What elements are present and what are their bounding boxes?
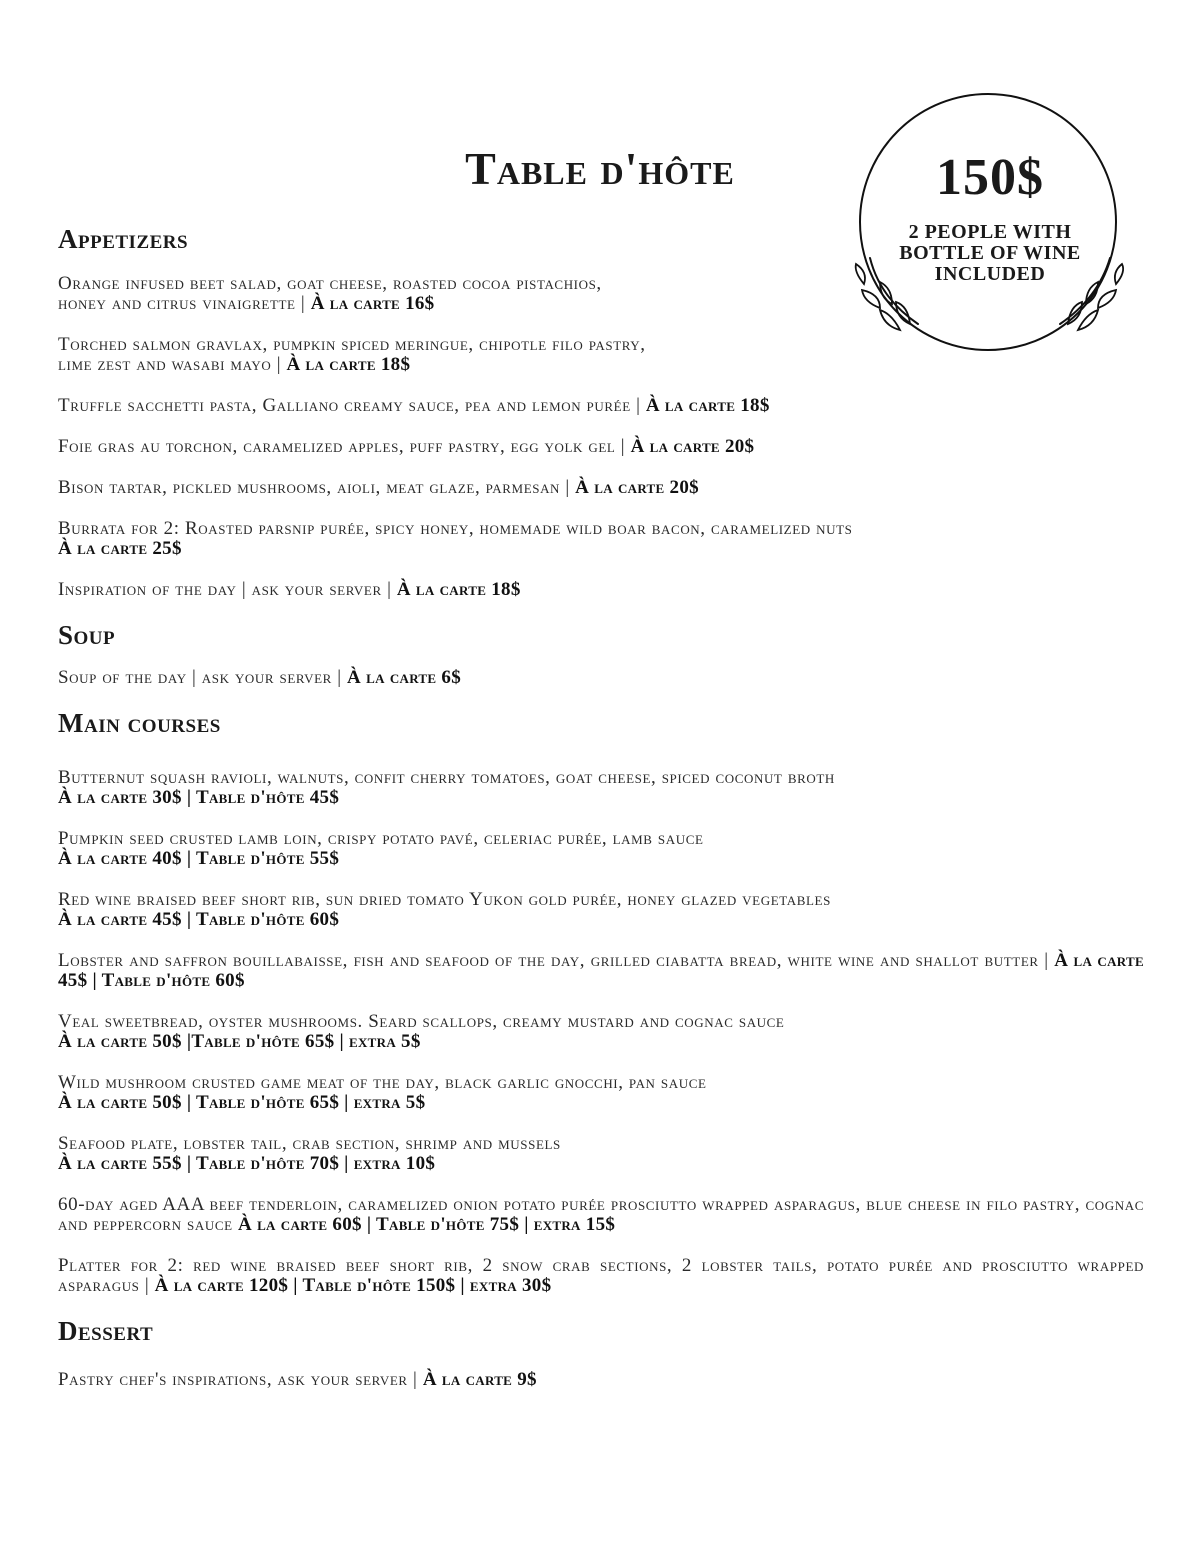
menu-item	[58, 768, 1144, 808]
item-price: À la carte 45$ | Table d'hôte 60$	[58, 950, 1144, 991]
item-description: Pumpkin seed crusted lamb loin, crispy potato pavé, celeriac purée, lamb sauce	[58, 828, 704, 849]
item-price: À la carte 40$ | Table d'hôte 55$	[58, 848, 340, 869]
menu-item	[58, 274, 1144, 314]
section-title-main-courses: Main courses	[58, 708, 221, 738]
item-description: Inspiration of the day | ask your server |	[58, 579, 392, 600]
menu-item	[58, 478, 1144, 498]
menu-item	[58, 1012, 1144, 1052]
item-description: Truffle sacchetti pasta, Galliano creamy sauce, pea and lemon purée |	[58, 395, 641, 416]
menu-item	[58, 890, 1144, 930]
menu-item	[58, 1134, 1144, 1174]
item-description: Burrata for 2: Roasted parsnip purée, spicy honey, homemade wild boar bacon, caramelized nuts	[58, 518, 853, 539]
menu-item	[58, 519, 1144, 559]
item-price: À la carte 50$ | Table d'hôte 65$ | extra 5$	[58, 1092, 426, 1113]
item-price: À la carte 20$	[575, 477, 699, 498]
item-description: Butternut squash ravioli, walnuts, confit cherry tomatoes, goat cheese, spiced coconut broth	[58, 767, 835, 788]
menu-item	[58, 1256, 1144, 1296]
item-price: À la carte 60$ | Table d'hôte 75$ | extra 15$	[238, 1214, 616, 1235]
item-price: À la carte 30$ | Table d'hôte 45$	[58, 787, 340, 808]
menu-item	[58, 396, 1144, 416]
menu-item	[58, 580, 1144, 600]
menu-content	[58, 222, 1144, 1390]
item-price: À la carte 55$ | Table d'hôte 70$ | extra 10$	[58, 1153, 436, 1174]
menu-item	[58, 437, 1144, 457]
page-title: Table d'hôte	[465, 143, 735, 194]
item-price: À la carte 25$	[58, 538, 182, 559]
item-description: Veal sweetbread, oyster mushrooms. Seard scallops, creamy mustard and cognac sauce	[58, 1011, 785, 1032]
item-description: Seafood plate, lobster tail, crab section, shrimp and mussels	[58, 1133, 561, 1154]
item-description: 60-day aged AAA beef tenderloin, caramelized onion potato purée prosciutto wrapped asparagus, blue cheese in filo pastry, cognac and peppercorn sauce	[58, 1194, 1144, 1235]
item-description: Platter for 2: red wine braised beef short rib, 2 snow crab sections, 2 lobster tails, potato purée and prosciutto wrapped asparagus |	[58, 1255, 1144, 1296]
item-price: À la carte 16$	[310, 293, 435, 314]
item-price: À la carte 6$	[347, 667, 462, 688]
item-description: Soup of the day | ask your server |	[58, 667, 342, 688]
badge-line: INCLUDED	[934, 263, 1046, 285]
badge-price: 150$	[936, 149, 1044, 206]
badge-line: BOTTLE OF WINE	[899, 242, 1081, 264]
item-description: Red wine braised beef short rib, sun dried tomato Yukon gold purée, honey glazed vegetables	[58, 889, 831, 910]
item-description: Lobster and saffron bouillabaisse, fish and seafood of the day, grilled ciabatta bread, white wine and shallot butter |	[58, 950, 1049, 971]
item-description: Wild mushroom crusted game meat of the day, black garlic gnocchi, pan sauce	[58, 1072, 707, 1093]
item-description: Foie gras au torchon, caramelized apples, puff pastry, egg yolk gel |	[58, 436, 626, 457]
section-title-soup: Soup	[58, 620, 116, 650]
item-price: À la carte 45$ | Table d'hôte 60$	[58, 909, 340, 930]
menu-item	[58, 335, 1144, 375]
item-description: Orange infused beet salad, goat cheese, roasted cocoa pistachios,	[58, 273, 602, 294]
badge-line: 2 PEOPLE WITH	[908, 221, 1072, 243]
menu-item	[58, 1195, 1144, 1235]
item-price: À la carte 18$	[286, 354, 411, 375]
item-price: À la carte 50$ |Table d'hôte 65$ | extra 5$	[58, 1031, 421, 1052]
menu-item	[58, 1370, 1144, 1390]
item-description: Torched salmon gravlax, pumpkin spiced meringue, chipotle filo pastry,	[58, 334, 646, 355]
item-description: Pastry chef's inspirations, ask your server |	[58, 1369, 418, 1390]
item-price: À la carte 20$	[630, 436, 755, 457]
item-price: À la carte 18$	[645, 395, 770, 416]
section-title-dessert: Dessert	[58, 1316, 154, 1346]
section-title-appetizers: Appetizers	[58, 224, 189, 254]
menu-item	[58, 951, 1144, 991]
item-price: À la carte 120$ | Table d'hôte 150$ | extra 30$	[154, 1275, 552, 1296]
menu-item	[58, 668, 1144, 688]
menu-item	[58, 1073, 1144, 1113]
item-price: À la carte 18$	[396, 579, 521, 600]
menu-item	[58, 829, 1144, 869]
item-price: À la carte 9$	[422, 1369, 537, 1390]
item-description: Bison tartar, pickled mushrooms, aioli, meat glaze, parmesan |	[58, 477, 570, 498]
item-description-cont: honey and citrus vinaigrette |	[58, 293, 306, 314]
item-description-cont: lime zest and wasabi mayo |	[58, 354, 282, 375]
